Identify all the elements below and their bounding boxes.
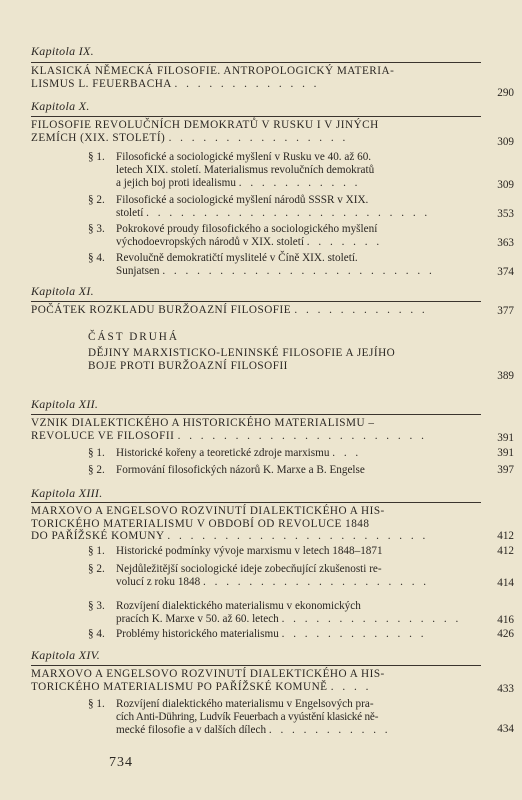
section-entry (88, 194, 478, 220)
page-ref: 309 (497, 179, 514, 191)
title-line: KLASICKÁ NĚMECKÁ FILOSOFIE. ANTROPOLOGICKÝ MATERIA- (31, 65, 395, 77)
section-line: Rozvíjení dialektického materialismu v ekonomických (116, 600, 361, 612)
section-number: § 2. (88, 464, 105, 476)
chapter-label: Kapitola X. (31, 99, 90, 113)
title-line: DĚJINY MARXISTICKO-LENINSKÉ FILOSOFIE A JEJÍHO (88, 347, 396, 359)
page-ref: 416 (497, 614, 514, 626)
section-line: volucí z roku 1848 . . . . . . . . . . . . . . . . . . . . (116, 576, 430, 588)
section-entry (88, 698, 478, 737)
page-ref: 433 (497, 683, 514, 695)
title-line: FILOSOFIE REVOLUČNÍCH DEMOKRATŮ V RUSKU I V JINÝCH (31, 119, 379, 131)
section-entry (88, 447, 478, 460)
section-line: mecké filosofie a v dalších dílech . . . . . . . . . . . (116, 724, 391, 736)
title-line: TORICKÉHO MATERIALISMU V OBDOBÍ OD REVOLUCE 1848 (31, 517, 370, 530)
divider (31, 414, 481, 415)
section-number: § 3. (88, 223, 105, 235)
section-entry (88, 600, 478, 626)
section-entry (88, 464, 478, 477)
chapter-title (31, 505, 481, 543)
page-number: 734 (109, 755, 133, 770)
section-line: Formování filosofických názorů K. Marxe a B. Engelse (116, 464, 365, 476)
section-line: cích Anti-Dühring, Ludvík Feuerbach a vyústění klasické ně- (116, 711, 379, 723)
section-number: § 4. (88, 252, 105, 264)
page-ref: 353 (497, 208, 514, 220)
section-line: Pokrokové proudy filosofického a sociologického myšlení (116, 223, 378, 235)
divider (31, 502, 481, 503)
section-line: století . . . . . . . . . . . . . . . . . . . . . . . . . (116, 207, 431, 219)
title-line: DO PAŘÍŽSKÉ KOMUNY . . . . . . . . . . . . . . . . . . . . . . . (31, 530, 429, 542)
chapter-label: Kapitola IX. (31, 44, 94, 58)
page-ref: 412 (497, 530, 514, 542)
divider (31, 665, 481, 666)
section-entry (88, 223, 478, 249)
section-line: Historické podmínky vývoje marxismu v letech 1848–1871 (116, 545, 383, 557)
title-line: LISMUS L. FEUERBACHA . . . . . . . . . . . . . (31, 77, 320, 90)
part-title (88, 347, 478, 372)
section-entry (88, 151, 478, 190)
section-number: § 1. (88, 447, 105, 459)
divider (31, 301, 481, 302)
section-line: Rozvíjení dialektického materialismu v Engelsových pra- (116, 698, 374, 710)
page-ref: 391 (497, 447, 514, 459)
page-ref: 374 (497, 266, 514, 278)
page-ref: 377 (497, 305, 514, 317)
chapter-title (31, 417, 481, 442)
title-line: POČÁTEK ROZKLADU BURŽOAZNÍ FILOSOFIE . . . . . . . . . . . . (31, 304, 428, 316)
part-label: ČÁST DRUHÁ (88, 331, 179, 343)
section-line: Problémy historického materialismu . . . . . . . . . . . . . (116, 628, 427, 640)
section-number: § 4. (88, 628, 105, 640)
title-line: REVOLUCE VE FILOSOFII . . . . . . . . . . . . . . . . . . . . . . (31, 429, 427, 442)
page-ref: 391 (497, 432, 514, 444)
chapter-label: Kapitola XII. (31, 397, 99, 411)
chapter-title (31, 668, 481, 693)
section-entry (88, 545, 478, 558)
page-ref: 363 (497, 237, 514, 249)
section-number: § 1. (88, 151, 105, 163)
section-line: a jejich boj proti idealismu . . . . . . . . . . . (116, 177, 361, 189)
section-line: letech XIX. století. Materialismus revolučních demokratů (116, 164, 375, 176)
section-line: Filosofické a sociologické myšlení v Rusku ve 40. až 60. (116, 151, 372, 163)
chapter-label: Kapitola XI. (31, 284, 94, 298)
page-ref: 290 (497, 87, 514, 99)
title-line: MARXOVO A ENGELSOVO ROZVINUTÍ DIALEKTICKÉHO A HIS- (31, 668, 385, 680)
chapter-label: Kapitola XIV. (31, 648, 101, 662)
section-line: Sunjatsen . . . . . . . . . . . . . . . . . . . . . . . . (116, 265, 435, 277)
section-number: § 1. (88, 698, 105, 710)
page-ref: 389 (497, 370, 514, 382)
title-line: TORICKÉHO MATERIALISMU PO PAŘÍŽSKÉ KOMUNĚ . . . . (31, 680, 372, 693)
divider (31, 116, 481, 117)
chapter-title (31, 119, 481, 144)
section-line: Nejdůležitější sociologické ideje zobecňující zkušenosti re- (116, 563, 382, 575)
page-ref: 434 (497, 723, 514, 735)
section-number: § 1. (88, 545, 105, 557)
section-line: Filosofické a sociologické myšlení národů SSSR v XIX. (116, 194, 369, 206)
page-ref: 397 (497, 464, 514, 476)
section-entry (88, 563, 478, 589)
section-number: § 2. (88, 194, 105, 206)
section-line: východoevropských národů v XIX. století . . . . . . . (116, 236, 383, 248)
chapter-title (31, 65, 481, 90)
page-ref: 412 (497, 545, 514, 557)
chapter-title (31, 304, 481, 317)
section-entry (88, 628, 478, 641)
section-line: pracích K. Marxe v 50. až 60. letech . . . . . . . . . . . . . . . . (116, 613, 462, 625)
section-entry (88, 252, 478, 278)
chapter-label: Kapitola XIII. (31, 486, 103, 500)
page-ref: 426 (497, 628, 514, 640)
page-ref: 414 (497, 577, 514, 589)
section-number: § 3. (88, 600, 105, 612)
divider (31, 62, 481, 63)
title-line: ZEMÍCH (XIX. STOLETÍ) . . . . . . . . . . . . . . . . (31, 131, 349, 144)
title-line: VZNIK DIALEKTICKÉHO A HISTORICKÉHO MATERIALISMU – (31, 417, 375, 429)
section-line: Historické kořeny a teoretické zdroje marxismu . . . (116, 447, 362, 459)
section-number: § 2. (88, 563, 105, 575)
title-line: BOJE PROTI BURŽOAZNÍ FILOSOFII (88, 359, 288, 372)
title-line: MARXOVO A ENGELSOVO ROZVINUTÍ DIALEKTICKÉHO A HIS- (31, 505, 385, 517)
section-line: Revolučně demokratičtí myslitelé v Číně XIX. století. (116, 252, 358, 264)
page-ref: 309 (497, 136, 514, 148)
